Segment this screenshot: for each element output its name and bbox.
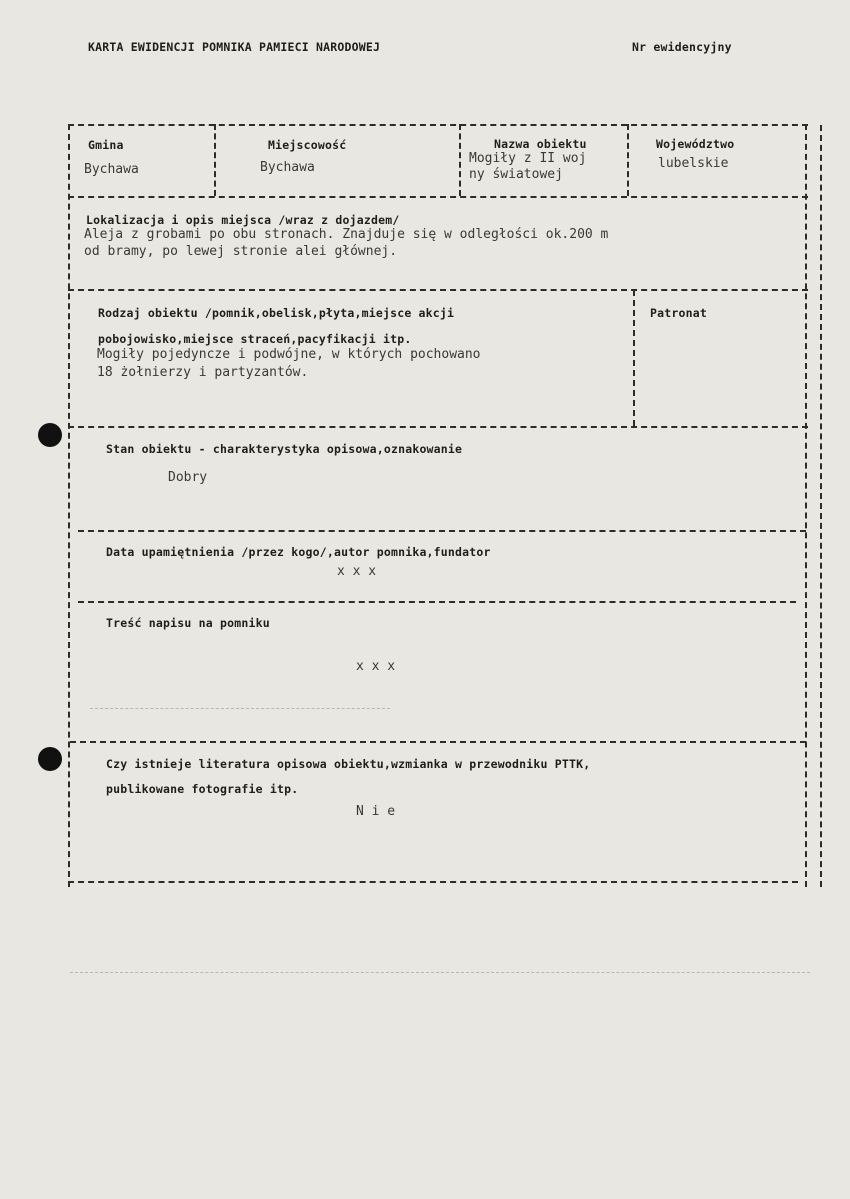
gmina-label: Gmina	[88, 138, 124, 152]
frame-left-line	[68, 124, 70, 887]
gmina-value: Bychawa	[84, 162, 139, 177]
frame-right-line	[805, 124, 807, 887]
data-bottom-line	[78, 601, 796, 603]
lokalizacja-line1: Aleja z grobami po obu stronach. Znajduje się w odległości ok.200 m	[84, 227, 609, 242]
wojewodztwo-value: lubelskie	[658, 156, 729, 171]
data-upamietnienia-value: x x x	[337, 564, 377, 579]
stan-bottom-line	[78, 530, 806, 532]
literatura-value: N i e	[356, 804, 396, 819]
patronat-divider	[633, 290, 635, 426]
frame-top-line	[68, 124, 808, 126]
tresc-label: Treść napisu na pomniku	[106, 616, 270, 630]
card-title: KARTA EWIDENCJI POMNIKA PAMIECI NARODOWEJ	[88, 40, 381, 54]
data-upamietnienia-label: Data upamiętnienia /przez kogo/,autor pomnika,fundator	[106, 545, 491, 559]
rodzaj-bottom-line	[68, 426, 808, 428]
literatura-label-line1: Czy istnieje literatura opisowa obiektu,wzmianka w przewodniku PTTK,	[106, 757, 591, 771]
punch-hole-top	[38, 423, 62, 447]
miejscowosc-value: Bychawa	[260, 160, 315, 175]
frame-bottom-line	[68, 881, 798, 883]
rodzaj-line2: 18 żołnierzy i partyzantów.	[97, 365, 309, 380]
stan-label: Stan obiektu - charakterystyka opisowa,oznakowanie	[106, 442, 463, 456]
wojewodztwo-label: Województwo	[656, 137, 735, 151]
literatura-label-line2: publikowane fotografie itp.	[106, 782, 299, 796]
col-divider-2	[459, 124, 461, 196]
row1-bottom-line	[68, 196, 808, 198]
rodzaj-label-line1: Rodzaj obiektu /pomnik,obelisk,płyta,miejsce akcji	[98, 306, 455, 320]
miejscowosc-label: Miejscowość	[268, 138, 347, 152]
lokalizacja-bottom-line	[68, 289, 808, 291]
nazwa-obiektu-value-line1: Mogiły z II woj	[469, 151, 587, 166]
frame-right-outer-line	[820, 125, 822, 887]
bleed-through-line	[90, 708, 390, 709]
nazwa-obiektu-value-line2: ny światowej	[469, 167, 563, 182]
punch-hole-bottom	[38, 747, 62, 771]
stan-value: Dobry	[168, 470, 208, 485]
col-divider-3	[627, 124, 629, 196]
tresc-value: x x x	[356, 659, 396, 674]
col-divider-1	[214, 124, 216, 196]
rodzaj-label-line2: pobojowisko,miejsce straceń,pacyfikacji itp.	[98, 332, 412, 346]
patronat-label: Patronat	[650, 306, 707, 320]
record-number-label: Nr ewidencyjny	[632, 40, 732, 54]
nazwa-obiektu-label: Nazwa obiektu	[494, 137, 587, 151]
bleed-through-line	[70, 972, 810, 973]
lokalizacja-line2: od bramy, po lewej stronie alei głównej.	[84, 244, 398, 259]
lokalizacja-label: Lokalizacja i opis miejsca /wraz z dojazdem/	[86, 213, 400, 227]
tresc-bottom-line	[70, 741, 806, 743]
rodzaj-line1: Mogiły pojedyncze i podwójne, w których pochowano	[97, 347, 481, 362]
